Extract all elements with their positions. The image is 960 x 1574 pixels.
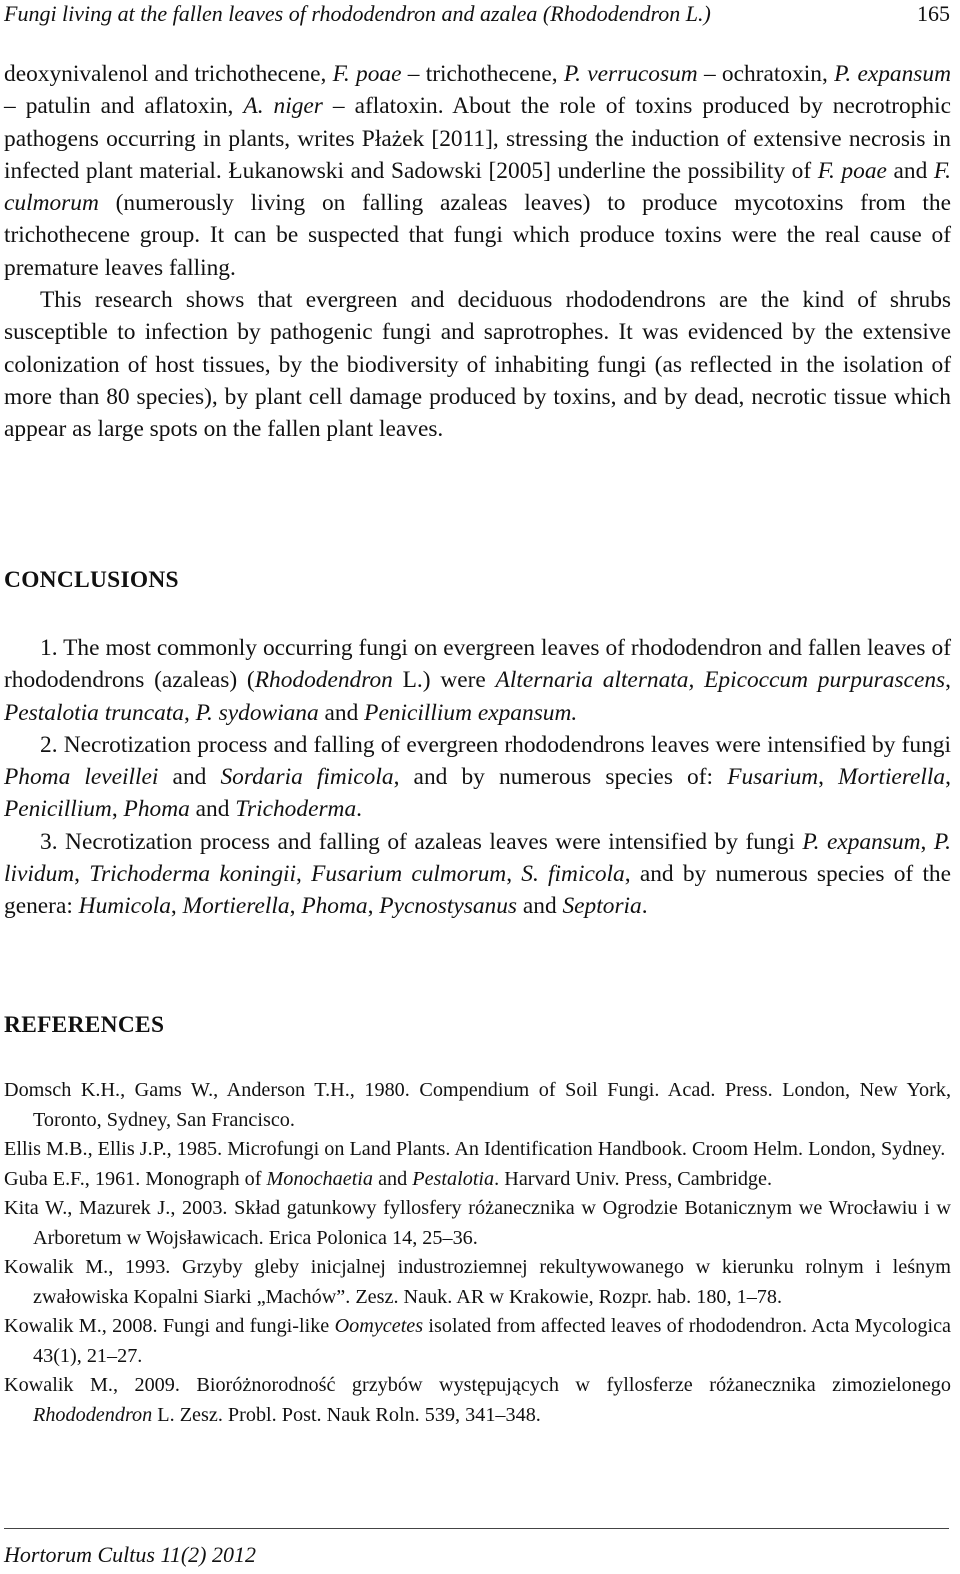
reference-item: Kowalik M., 1993. Grzyby gleby inicjalnej industroziemnej rekultywowanego w kierunku rolnym i leśnym zwałowiska Kopalni Siarki „Machów”. Zesz. Nauk. AR w Krakowie, Rozpr. hab. 180, 1–78. [4, 1256, 951, 1308]
reference-item: Kita W., Mazurek J., 2003. Skład gatunkowy fyllosfery różanecznika w Ogrodzie Botanicznym we Wrocławiu i w Arboretum w Wojsławicach. Erica Polonica 14, 25–36. [4, 1197, 951, 1249]
running-title: Fungi living at the fallen leaves of rhododendron and azalea (Rhododendron L.) [4, 1, 711, 26]
section-heading-conclusions: CONCLUSIONS [4, 567, 179, 593]
conclusion-item: 1. The most commonly occurring fungi on evergreen leaves of rhododendron and fallen leaves of rhododendrons (azaleas) (Rhododendron L.) were Alternaria alternata, Epicoccum purpurascens, Pestalotia truncata, P. sydowiana and Penicillium expansum. [4, 635, 951, 726]
reference-item: Kowalik M., 2009. Bioróżnorodność grzybów występujących w fyllosferze różanecznika zimozielonego Rhododendron L. Zesz. Probl. Post. Nauk Roln. 539, 341–348. [4, 1374, 951, 1426]
section-heading-references: REFERENCES [4, 1012, 165, 1038]
paragraph-toxins: deoxynivalenol and trichothecene, F. poae – trichothecene, P. verrucosum – ochratoxin, P. expansum – patulin and aflatoxin, A. niger – aflatoxin. About the role of toxins produced by necrotrophic pathogens occurring in plants, writes Płażek [2011], stressing the induction of extensive necrosis in infected plant material. Łukanowski and Sadowski [2005] underline the possibility of F. poae and F. culmorum (numerously living on falling azaleas leaves) to produce mycotoxins from the trichothecene group. It can be suspected that fungi which produce toxins were the real cause of premature leaves falling. [4, 61, 951, 281]
reference-item: Guba E.F., 1961. Monograph of Monochaetia and Pestalotia. Harvard Univ. Press, Cambridge. [4, 1167, 773, 1190]
journal-footer: Hortorum Cultus 11(2) 2012 [4, 1542, 256, 1567]
conclusion-item: 2. Necrotization process and falling of evergreen rhododendrons leaves were intensified by fungi Phoma leveillei and Sordaria fimicola, and by numerous species of: Fusarium, Mortierella, Penicillium, Phoma and Trichoderma. [4, 731, 951, 823]
references-list [4, 1076, 951, 1430]
reference-item: Kowalik M., 2008. Fungi and fungi-like Oomycetes isolated from affected leaves of rhododendron. Acta Mycologica 43(1), 21–27. [4, 1315, 951, 1367]
conclusions-list [4, 632, 951, 923]
paragraph-research: This research shows that evergreen and deciduous rhododendrons are the kind of shrubs susceptible to infection by pathogenic fungi and saprotrophes. It was evidenced by the extensive colonization of host tissues, by the biodiversity of inhabiting fungi (as reflected in the isolation of more than 80 species), by plant cell damage produced by toxins, and by dead, necrotic tissue which appear as large spots on the fallen plant leaves. [4, 287, 951, 443]
running-head [4, 0, 950, 28]
reference-item: Domsch K.H., Gams W., Anderson T.H., 1980. Compendium of Soil Fungi. Acad. Press. London, New York, Toronto, Sydney, San Francisco. [4, 1079, 951, 1131]
reference-item: Ellis M.B., Ellis J.P., 1985. Microfungi on Land Plants. An Identification Handbook. Croom Helm. London, Sydney. [4, 1138, 946, 1160]
body-paragraphs [4, 58, 951, 446]
footer-divider [4, 1528, 949, 1529]
page-number: 165 [917, 1, 950, 26]
conclusion-item: 3. Necrotization process and falling of azaleas leaves were intensified by fungi P. expansum, P. lividum, Trichoderma koningii, Fusarium culmorum, S. fimicola, and by numerous species of the genera: Humicola, Mortierella, Phoma, Pycnostysanus and Septoria. [4, 828, 952, 920]
